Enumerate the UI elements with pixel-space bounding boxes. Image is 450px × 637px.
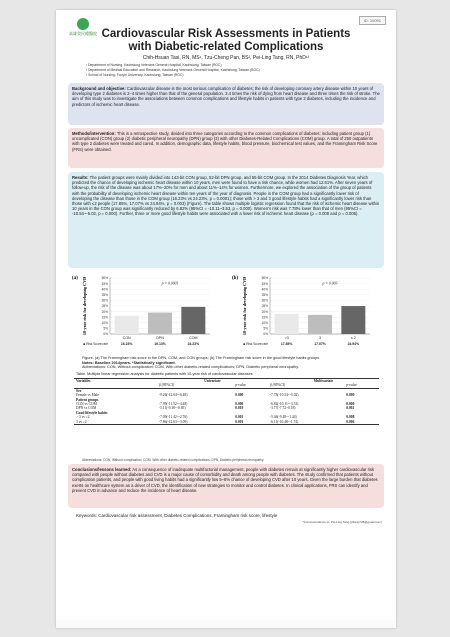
table-subheader-cell: p-value — [344, 383, 379, 388]
y-tick-label: 15% — [261, 315, 268, 320]
table-header-cell: Variables — [74, 379, 157, 384]
table-cell: CON vs COM — [76, 402, 97, 407]
conclusions-text: As a consequence of inadequate multifactorial management, people with diabetes remain at significantly higher cardiovascular risk compared with people without diabetes and CVD is a major cause of comorbidity and death among people with diabetes. The study confirmed that patients without complication patients, and people with good living habits had a significantly low 5–8% chance of developing CVD after 10 years. Given the large burden that diabetes exerts on healthcare system as a driver of CVD, the identification of new strategies to monitor and control diabetes. In clinical applications, FRS can identify and prevent CVD in advance and reduce the incidence of heart disease. — [72, 467, 378, 493]
data-label: 19.13% — [154, 342, 166, 346]
bar — [308, 315, 332, 334]
methods-heading: Methods/intervention: — [72, 131, 116, 136]
panel-label: (a) — [72, 276, 78, 281]
figure-caption — [82, 356, 372, 370]
figure-caption-text: Figure. (a) The Framingham risk score in the DPN, COM, and CON groups; (b) The Framingham risk score in the good lifestyle habits groups. — [82, 356, 321, 360]
y-tick-label: 40% — [101, 287, 108, 292]
data-label: 17.07% — [314, 342, 326, 346]
table-cell: -9.26(-12.04~-6.48) — [158, 393, 188, 398]
title-line-1: Cardiovascular Risk Assessments in Patients — [101, 28, 351, 40]
poster-footer — [56, 620, 396, 628]
poster-title — [76, 28, 376, 54]
chart-b — [230, 272, 380, 356]
table-cell: 0.001 — [233, 420, 268, 425]
regression-table — [74, 378, 379, 425]
risk-score-row-label: ■ Risk Score rate — [83, 342, 108, 346]
figure-abbrev: Abbreviations: CON, Without complication; COM, With other diabetic-related complications; DPN, Diabetic peripheral neuropathy. — [82, 365, 299, 370]
table-subheader-cell: p-value — [233, 383, 268, 388]
logo-text: 高雄榮民總醫院 — [69, 31, 97, 36]
table-cell: 0.000 — [346, 402, 355, 407]
table-title: Table. Multiple linear regression analysis for diabetic patients with 10-year risk of cardiovascular diseases — [76, 372, 253, 376]
table-cell: -7.09(-11.42~-2.76) — [158, 415, 188, 420]
y-tick-label: 20% — [261, 309, 268, 314]
x-tick-label: DPN — [156, 336, 164, 340]
data-label: 17.85% — [280, 342, 293, 346]
bar — [275, 314, 299, 334]
results-heading: Results: — [72, 175, 89, 180]
affiliation-1: ¹ Department of Nursing, Kaohsiung Veterans General Hospital, Kaohsiung, Taiwan (ROC) — [86, 63, 222, 67]
background-heading: Background and objective: — [72, 86, 126, 91]
x-tick-label: COM — [189, 336, 198, 340]
y-tick-label: 45% — [261, 281, 268, 286]
y-tick-label: 30% — [101, 298, 108, 303]
table-cell: 0.001 — [235, 415, 244, 420]
figure-notes: Notes: Baseline 2014years. *Statistically significant. — [82, 360, 176, 365]
table-abbrev: Abbreviations: CON, Without complication; COM, With other diabetic-related complications; DPN, Diabetic peripheral neuropathy. — [82, 458, 265, 462]
table-cell: 0.000 — [235, 402, 244, 407]
results-text: The patient groups were mainly divided into 143-bit CON group, 52-bit DPN group, and 55-bit COM group. In the 2014 Diabetes Diagnosis Year, which predicted the chance of developing ischemic heart disease within 10 years, men were found to have a risk chance, while women had 12.61%. After seven years of follow-up, the risk of the disease was about 17%–20% for men and about 11%–14% for women. Furthermore, we explored the association of the group of patients with the probability of developing ischemic heart disease within ten years of the year of diagnosis. People in the COM group had a significantly lower risk of developing the disease than those in the COM group (16.23% vs 24.23%, p = 0.0001); those with > 3 and 3 good lifestyle habits had a significantly lower risk than those with ≤2 people (17.85%, 17.07% vs 24.94%, p = 0.003) (Figure). The table shows multiple logistic regression found that the risk of ischemic heart disease within 10 years in the CON group was significantly reduced by 6.82% (95%CI = -10.11~3.53, p = 0.000). Women's risk was 7.78% lower than that of men (95%CI = -10.54~-5.02, p = 0.000). Further, three or more good lifestyle habits were associated with a lower risk of ischemic heart disease (p = 0.008 and p = 0.006). — [72, 175, 380, 217]
table-row — [74, 420, 379, 425]
conclusions-heading: Conclusions/lessons learned: — [72, 467, 132, 472]
table-cell: -5.46(-9.48~-1.44) — [269, 415, 297, 420]
table-cell: 0.000 — [346, 393, 355, 398]
data-label: 24.94% — [347, 342, 360, 346]
table-cell: -7.86(-12.63~-3.09) — [157, 420, 233, 425]
y-tick-label: 5% — [103, 326, 108, 331]
table-cell: -7.99(-11.52~-4.48) — [158, 402, 188, 407]
table-cell: 0.000 — [235, 393, 244, 398]
y-tick-label: 35% — [261, 293, 268, 297]
table-header-cell: Multivariate — [268, 379, 379, 384]
conclusions-section — [68, 464, 384, 508]
table-cell: 3 vs ≤2 — [74, 420, 157, 425]
background-text: Cardiovascular disease is the most serious complication of diabetes; the risk of developing coronary artery disease within 10 years of developing type 2 diabetes is 2–4 times higher than that of the general population. 3.4 times the risk of dying from heart disease and three times the risk of stroke. The aim of this study was to investigate the associations between common complications and lifestyle habits in patients with type 2 diabetes, including the incidence and predictors of ischemic heart disease. — [72, 86, 380, 107]
table-body — [74, 388, 379, 424]
y-tick-label: 25% — [261, 304, 268, 309]
y-tick-label: 0% — [103, 332, 108, 337]
table-cell: Female vs Male — [76, 393, 99, 398]
y-tick-label: 20% — [101, 309, 108, 314]
affiliation-3: ³ School of Nursing, Fooyin University, Kaohsiung, Taiwan (ROC) — [86, 73, 184, 77]
table-cell: 0.061 — [346, 406, 355, 411]
results-section — [68, 172, 384, 268]
table-cell: -5.11(-9.38~-0.85) — [158, 406, 186, 411]
table-subheader-cell: β (95%CI) — [268, 383, 344, 388]
y-tick-label: 45% — [101, 281, 108, 286]
affiliation-2: ² Department of Medical Education and Research, Kaohsiung Veterans General Hospital, Kaohsiung, Taiwan (ROC) — [86, 68, 260, 72]
y-tick-label: 50% — [101, 276, 108, 281]
y-tick-label: 25% — [101, 304, 108, 309]
poster-id: ID: 10091 — [359, 16, 386, 25]
y-tick-label: 10% — [261, 321, 268, 325]
background-section — [68, 83, 384, 125]
p-value-annotation: p = 0.003 — [322, 281, 338, 286]
affiliations — [86, 63, 376, 78]
table-subheader-cell: β (95%CI) — [157, 383, 233, 388]
keywords: Keywords: Cardiovascular risk assessment, Diabetes Complications, Framingham risk score, lifestyle — [76, 513, 278, 518]
y-axis-label: 10-year risk for developing CVD — [82, 276, 87, 336]
poster — [56, 10, 396, 628]
y-tick-label: 50% — [261, 276, 268, 281]
table-cell: -6.11(-10.48~-1.74) — [268, 420, 344, 425]
bar — [181, 307, 205, 334]
table-cell: Good lifestyle habits — [76, 410, 108, 415]
table-cell: Patient groups — [76, 397, 99, 402]
authors: Chih-Hsuan Tasi, RN, MS¹, Tzu-Cheng Pan, BS², Pei-Ling Tang, RN, PhD¹³ — [142, 55, 310, 61]
y-axis-label: 10-year risk for developing CVD — [242, 276, 247, 336]
y-tick-label: 30% — [261, 298, 268, 303]
table-cell: 0.006 — [344, 420, 379, 425]
methods-text: This is a retrospective study, divided into three categories according to the common complications of diabetes: including patient group (1) uncomplicated (CON) group (2) diabetic peripheral neuropathy (DPN) group (3) with other Diabetes-Related Complications (COM) group. A total of 250 outpatients with type 2 diabetes were treated and cared. In addition, demographic data, lifestyle habits, blood pressure, biochemical test values, and the Framingham Risk Score (FRS) were obtained. — [72, 131, 378, 152]
data-label: 24.23% — [187, 342, 200, 346]
title-line-2: with Diabetic-related Complications — [128, 41, 324, 53]
p-value-annotation: p = 0.0001 — [161, 281, 179, 286]
x-tick-label: 3 — [319, 336, 321, 340]
panel-label: (b) — [232, 276, 239, 281]
corresponding-author: *Correspondence to: Pei-Ling Tang (pltang728@gmail.com) — [302, 520, 382, 524]
chart-a — [70, 272, 220, 356]
table-cell: Sex — [76, 388, 82, 393]
x-tick-label: ≤ 2 — [350, 336, 356, 340]
methods-section — [68, 128, 384, 168]
bar — [148, 313, 172, 334]
y-tick-label: 0% — [263, 332, 268, 337]
y-tick-label: 35% — [101, 293, 108, 297]
y-tick-label: 15% — [101, 315, 108, 320]
y-tick-label: 5% — [263, 326, 268, 331]
table-cell: -7.78(-10.54~-5.02) — [269, 393, 299, 398]
table-cell: 0.008 — [346, 415, 355, 420]
table-header-cell: Univariate — [157, 379, 268, 384]
table-cell: -6.82(-10.11~-3.53) — [269, 402, 299, 407]
risk-score-row-label: ■ Risk Score rate — [243, 342, 268, 346]
table-cell: DPN vs COM — [76, 406, 97, 411]
table-cell: 0.019 — [235, 406, 244, 411]
y-tick-label: 10% — [101, 321, 108, 325]
table-cell: > 3 vs ≤2 — [76, 415, 90, 420]
y-tick-label: 40% — [261, 287, 268, 292]
table-cell: -3.77(-7.72~0.18) — [269, 406, 296, 411]
bar — [341, 306, 365, 334]
data-label: 16.23% — [120, 342, 133, 346]
bar — [115, 316, 139, 334]
x-tick-label: >3 — [284, 336, 289, 340]
x-tick-label: CON — [122, 336, 131, 340]
